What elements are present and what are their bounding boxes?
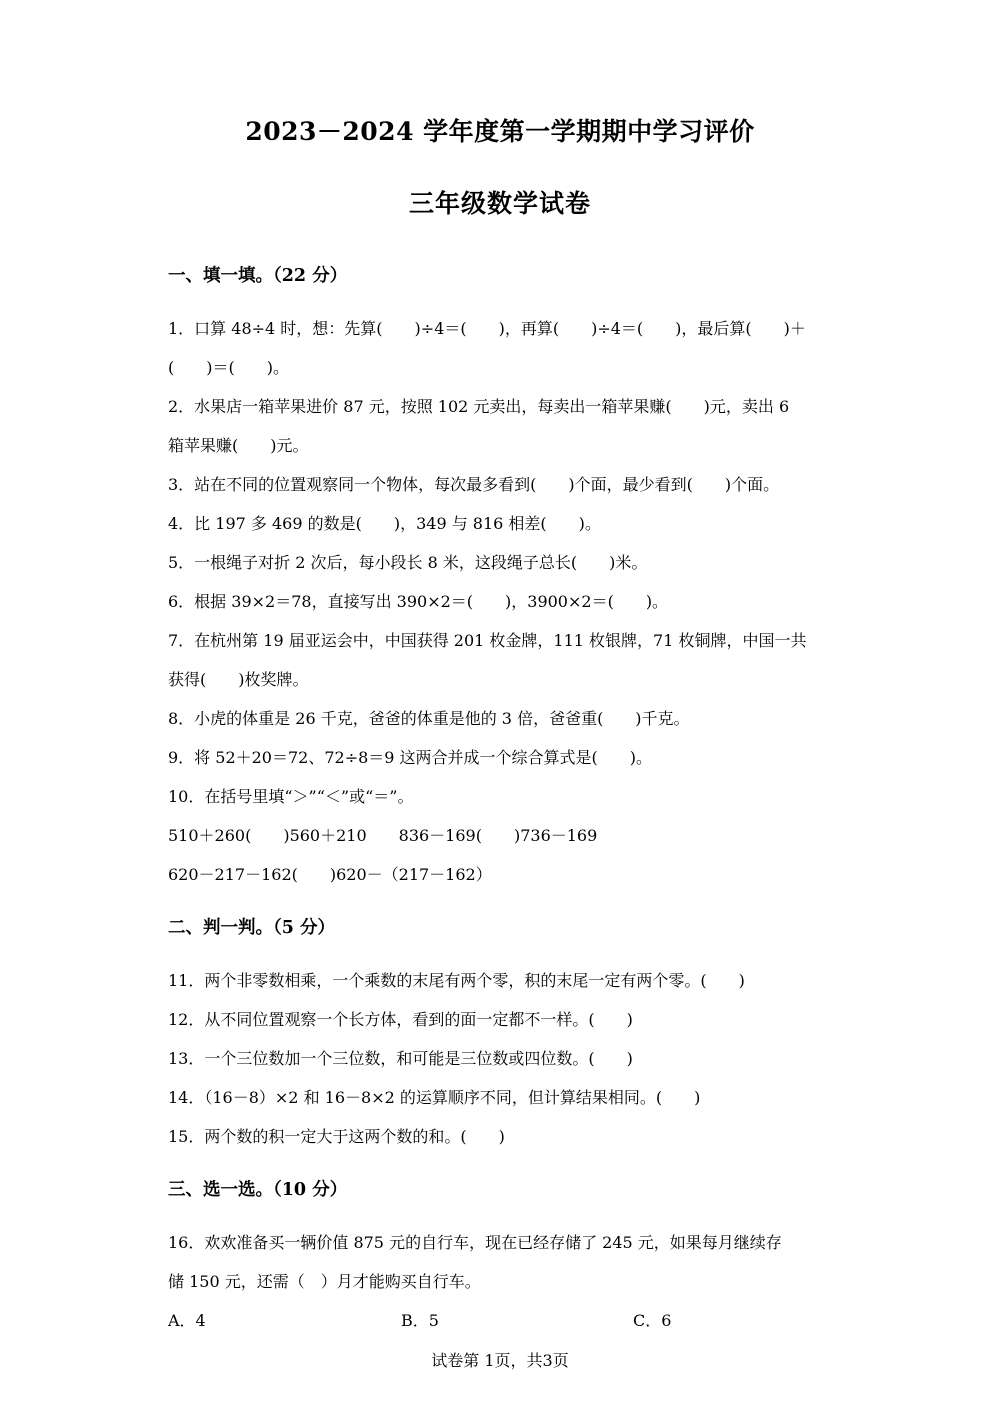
section-heading-choose: 三、选一选。（10 分） bbox=[168, 1180, 348, 1200]
question-2-line-1: 2．水果店一箱苹果进价 87 元，按照 102 元卖出，每卖出一箱苹果赚( )元，卖出 6 bbox=[168, 397, 790, 416]
question-16-line-1: 16．欢欢准备买一辆价值 875 元的自行车，现在已经存储了 245 元，如果每月继续存 bbox=[168, 1233, 782, 1252]
exam-subtitle: 三年级数学试卷 bbox=[408, 189, 591, 218]
option-b: B．5 bbox=[401, 1311, 439, 1330]
question-13: 13．一个三位数加一个三位数，和可能是三位数或四位数。( ) bbox=[168, 1049, 633, 1068]
question-7-line-1: 7．在杭州第 19 届亚运会中，中国获得 201 枚金牌，111 枚银牌，71 枚铜牌，中国一共 bbox=[168, 631, 807, 650]
section-heading-fill: 一、填一填。（22 分） bbox=[168, 266, 348, 286]
question-9: 9．将 52＋20＝72、72÷8＝9 这两合并成一个综合算式是( )。 bbox=[168, 748, 653, 767]
question-11: 11．两个非零数相乘，一个乘数的末尾有两个零，积的末尾一定有两个零。( ) bbox=[168, 971, 745, 990]
question-14: 14．（16－8）×2 和 16－8×2 的运算顺序不同，但计算结果相同。( ) bbox=[168, 1088, 701, 1107]
question-5: 5．一根绳子对折 2 次后，每小段长 8 米，这段绳子总长( )米。 bbox=[168, 553, 648, 572]
question-10-row-1: 510＋260( )560＋210 836－169( )736－169 bbox=[168, 826, 598, 845]
option-c: C．6 bbox=[633, 1311, 672, 1330]
question-16-line-2: 储 150 元，还需（ ）月才能购买自行车。 bbox=[168, 1272, 481, 1291]
question-6: 6．根据 39×2＝78，直接写出 390×2＝( )，3900×2＝( )。 bbox=[168, 592, 669, 611]
option-a: A．4 bbox=[168, 1311, 206, 1330]
question-3: 3．站在不同的位置观察同一个物体，每次最多看到( )个面，最少看到( )个面。 bbox=[168, 475, 780, 494]
question-1-line-2: ( )＝( )。 bbox=[168, 358, 289, 377]
question-15: 15．两个数的积一定大于这两个数的和。( ) bbox=[168, 1127, 505, 1146]
question-1-line-1: 1．口算 48÷4 时，想：先算( )÷4＝( )，再算( )÷4＝( )，最后算( )＋ bbox=[168, 319, 806, 338]
exam-title: 2023－2024 学年度第一学期期中学习评价 bbox=[245, 117, 755, 146]
section-heading-judge: 二、判一判。（5 分） bbox=[168, 918, 336, 938]
question-12: 12．从不同位置观察一个长方体，看到的面一定都不一样。( ) bbox=[168, 1010, 633, 1029]
question-10-row-2: 620－217－162( )620－（217－162） bbox=[168, 865, 492, 884]
question-4: 4．比 197 多 469 的数是( )，349 与 816 相差( )。 bbox=[168, 514, 601, 533]
question-10: 10．在括号里填“＞”“＜”或“＝”。 bbox=[168, 787, 414, 806]
question-2-line-2: 箱苹果赚( )元。 bbox=[168, 436, 309, 455]
page-footer: 试卷第 1页，共3页 bbox=[431, 1351, 569, 1370]
question-8: 8．小虎的体重是 26 千克，爸爸的体重是他的 3 倍，爸爸重( )千克。 bbox=[168, 709, 690, 728]
question-7-line-2: 获得( )枚奖牌。 bbox=[168, 670, 309, 689]
